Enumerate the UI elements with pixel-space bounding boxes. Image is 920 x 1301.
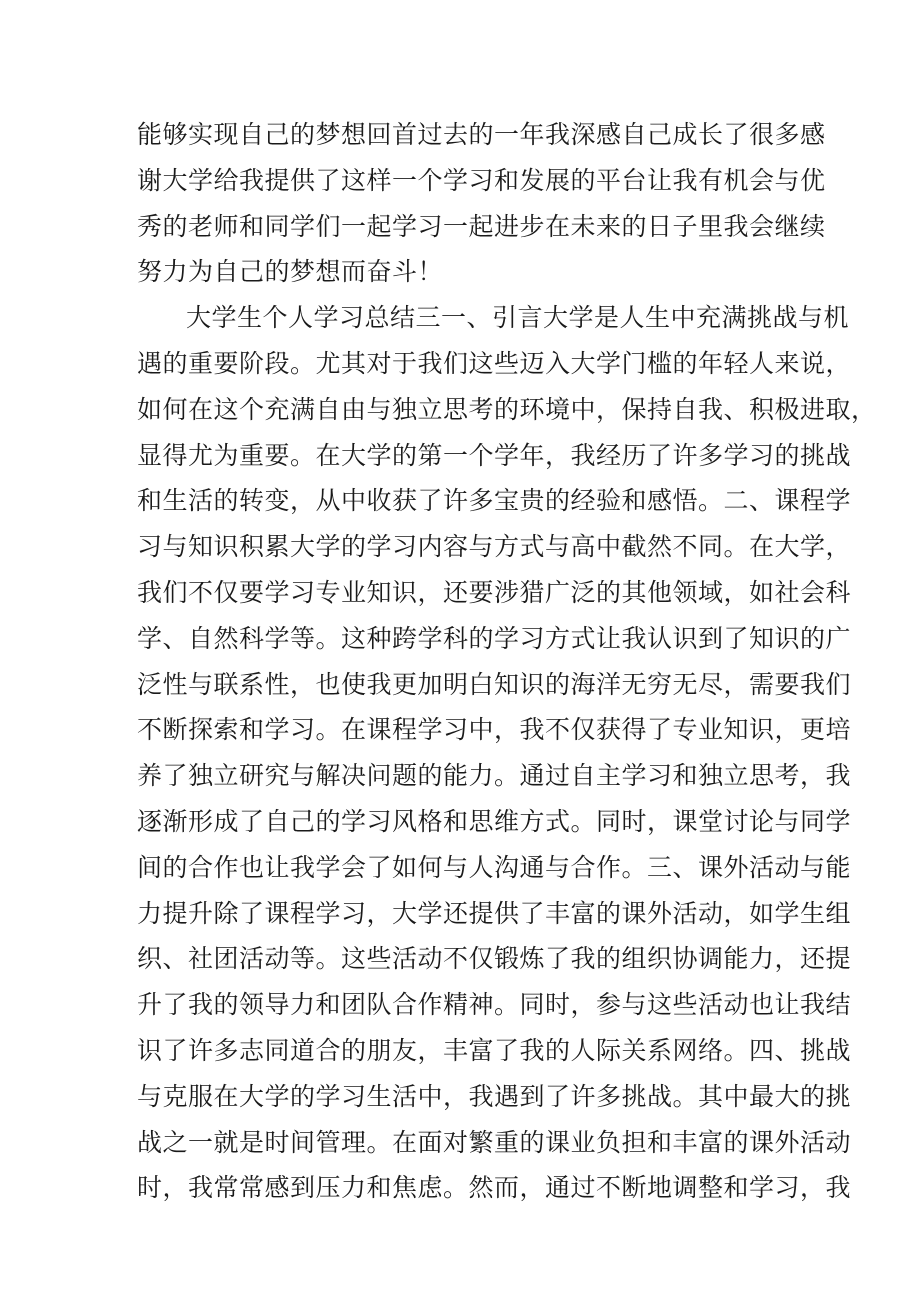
text-line: 能够实现自己的梦想回首过去的一年我深感自己成长了很多感 — [137, 120, 826, 149]
text-line: 努力为自己的梦想而奋斗！ — [137, 257, 444, 287]
text-line: 与克服在大学的学习生活中，我遇到了许多挑战。其中最大的挑 — [137, 1081, 852, 1111]
text-line: 谢大学给我提供了这样一个学习和发展的平台让我有机会与优 — [137, 165, 826, 195]
text-line: 时，我常常感到压力和焦虑。然而，通过不断地调整和学习，我 — [137, 1173, 852, 1203]
text-line: 如何在这个充满自由与独立思考的环境中，保持自我、积极进取， — [137, 394, 877, 424]
text-line: 学、自然科学等。这种跨学科的学习方式让我认识到了知识的广 — [137, 623, 852, 653]
text-line: 识了许多志同道合的朋友，丰富了我的人际关系网络。四、挑战 — [137, 1035, 852, 1065]
text-line: 织、社团活动等。这些活动不仅锻炼了我的组织协调能力，还提 — [137, 944, 852, 974]
text-line: 不断探索和学习。在课程学习中，我不仅获得了专业知识，更培 — [137, 715, 852, 745]
text-line: 泛性与联系性，也使我更加明白知识的海洋无穷无尽，需要我们 — [137, 669, 852, 699]
paragraph-start-line: 大学生个人学习总结三一、引言大学是人生中充满挑战与机 — [186, 303, 850, 333]
text-line: 养了独立研究与解决问题的能力。通过自主学习和独立思考，我 — [137, 761, 852, 791]
text-line: 习与知识积累大学的学习内容与方式与高中截然不同。在大学， — [137, 532, 852, 562]
text-line: 和生活的转变，从中收获了许多宝贵的经验和感悟。二、课程学 — [137, 486, 852, 516]
text-line: 力提升除了课程学习，大学还提供了丰富的课外活动，如学生组 — [137, 898, 852, 928]
body-text — [137, 112, 877, 1211]
text-line: 我们不仅要学习专业知识，还要涉猎广泛的其他领域，如社会科 — [137, 577, 852, 607]
text-line: 间的合作也让我学会了如何与人沟通与合作。三、课外活动与能 — [137, 852, 852, 882]
text-line: 秀的老师和同学们一起学习一起进步在未来的日子里我会继续 — [137, 211, 826, 241]
text-line: 逐渐形成了自己的学习风格和思维方式。同时，课堂讨论与同学 — [137, 806, 852, 836]
text-line: 升了我的领导力和团队合作精神。同时，参与这些活动也让我结 — [137, 990, 852, 1020]
text-line: 显得尤为重要。在大学的第一个学年，我经历了许多学习的挑战 — [137, 440, 852, 470]
text-line: 战之一就是时间管理。在面对繁重的课业负担和丰富的课外活动 — [137, 1127, 852, 1157]
text-line: 遇的重要阶段。尤其对于我们这些迈入大学门槛的年轻人来说， — [137, 348, 852, 378]
